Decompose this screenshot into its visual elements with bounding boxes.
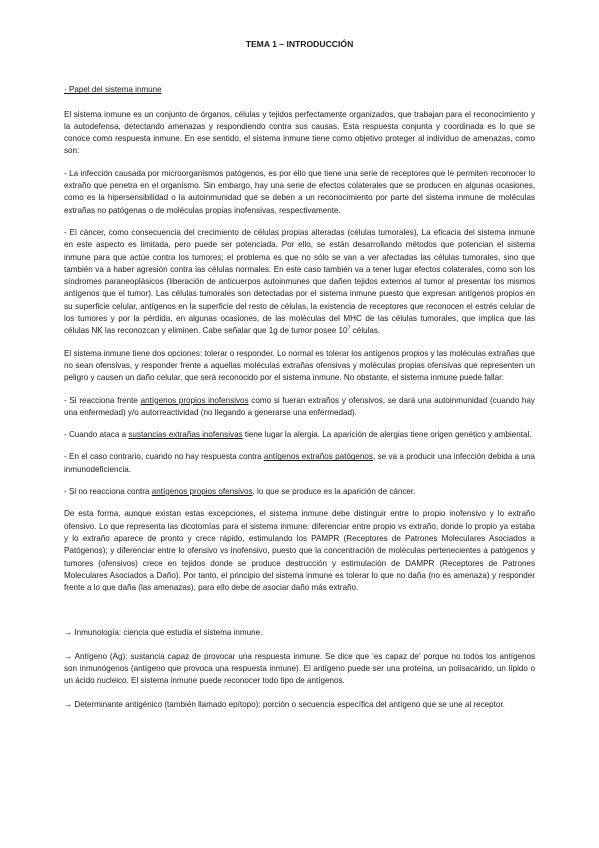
paragraph-options: El sistema inmune tiene dos opciones: tolerar o responder. Lo normal es tolerar los antígenos propios y las moléculas extrañas que no sean ofensivas, y responder frente a aquellas moléculas extrañas ofensivas y moléculas propias ofensivas que representen un peligro y causen un daño celular, que será reconocido por el sistema inmune. No obstante, el sistema inmune puede fallar: xyxy=(64,348,535,383)
bullet-text: - En el caso contrario, cuando no hay respuesta contra xyxy=(64,452,264,462)
cancer-text-end: células. xyxy=(350,326,381,336)
paragraph-infection: - La infección causada por microorganismos patógenos, es por ello que tiene una serie de receptores que le permiten reconocer lo extraño que penetra en el organismo. Sin embargo, hay una serie de efectos colaterales que se producen en algunas ocasiones, como es la hipersensibilidad o la autoinmunidad que se deben a un reconocimiento por parte del sistema inmune de moléculas extrañas no patógenas o de moléculas propias inofensivas, respectivamente. xyxy=(64,168,535,215)
section-heading: · Papel del sistema inmune xyxy=(64,85,162,95)
underlined-term: sustancias extrañas inofensivas xyxy=(128,430,243,440)
bullet-text: - Si no reacciona contra xyxy=(64,487,152,497)
exponent: 7 xyxy=(347,325,351,332)
cancer-text: - El cáncer, como consecuencia del crecimiento de células propias alteradas (células tumorales). La eficacia del sistema inmune en este aspecto es limitada, pero puede ser potenciada. Por ello, se están desarrollando métodos que potencian el sistema inmune para que actúe contra los tumores; el problema es que no sólo se van a ver afectadas las células tumorales, sino que también va a haber agresión contra las células normales. En este caso también va a tener lugar efectos colaterales, como son los síndromes paraneoplásicos (liberación de anticuerpos autoinmunes que dañen tejidos externos al tumor al presentar los mismos antígenos que el tumor). Las células tumorales son detectadas por el sistema inmune puesto que expresan antígenos propios en su superficie celular, antígenos en la superficie del resto de células, la existencia de receptores que reconocen el estrés celular de los tumores y por la pérdida, en algunas ocasiones, de las moléculas del MHC de las células tumorales, que implica que las células NK las reconozcan y eliminen. Cabe señalar que 1g de tumor posee 10 xyxy=(64,227,535,336)
paragraph-dichotomies: De esta forma, aunque existan estas excepciones, el sistema inmune debe distinguir entre lo propio inofensivo y lo extraño ofensivo. Lo que representa las dicotomías para el sistema inmune: diferenciar entre propio vs extraño, donde lo propio ya estaba y lo extraño aparece de pronto y crece rápido, estimulando los PAMPR (Receptores de Patrones Moleculares Asociados a Patógenos); y diferenciar entre lo ofensivo vs inofensivo, puesto que la concentración de moléculas pertenecientes a patógenos y tumores (ofensivos) crece en tejidos donde se produce destrucción y estimulación de DAMPR (Receptores de Patrones Moleculares Asociados a Daño). Por tanto, el principio del sistema inmune es tolerar lo que no daña (no es amenaza) y responder frente a lo que daña (las amenazas), para ello debe de asociar daño más extraño. xyxy=(64,509,535,593)
bullet-allergy xyxy=(64,429,535,441)
bullet-text: tiene lugar la alergia. La aparición de alergias tiene origen genético y ambiental. xyxy=(242,430,532,440)
bullet-text: como si fueran extraños y ofensivos, se dará una autoinmunidad (cuando hay una enfermedad) y/o autorreactividad (no llegando a generarse una enfermedad). xyxy=(64,395,535,417)
spacer xyxy=(64,605,535,627)
definition-antigen: → Antígeno (Ag): sustancia capaz de provocar una respuesta inmune. Se dice que ‘es capaz de’ porque no todos los antígenos son inmunógenos (antígeno que provoca una respuesta inmune). El antígeno puede ser una proteína, un polisacárido, un lípido o un ácido nucleico. El sistema inmune puede reconocer todo tipo de antígenos. xyxy=(64,651,535,686)
bullet-text: - Si reacciona frente xyxy=(64,395,141,405)
definition-epitope: → Determinante antigénico (también llamado epítopo): porción o secuencia específica del antígeno que se une al receptor. xyxy=(64,699,505,709)
bullet-text: - Cuando ataca a xyxy=(64,430,129,440)
definition-immunology: → Inmunología: ciencia que estudia el sistema inmune. xyxy=(64,628,263,638)
underlined-term: antígenos propios inofensivos xyxy=(140,395,249,405)
bullet-immunodeficiency xyxy=(64,451,535,476)
paragraph-cancer xyxy=(64,227,535,338)
bullet-autoimmunity xyxy=(64,395,535,420)
document-title: TEMA 1 – INTRODUCCIÓN xyxy=(245,39,354,49)
bullet-text: , lo que se produce es la aparición de cáncer. xyxy=(252,487,416,497)
paragraph-intro: El sistema inmune es un conjunto de órganos, células y tejidos perfectamente organizados, que trabajan para el reconocimiento y la autodefensa, detectando amenazas y respondiendo contra sus causas. Esta respuesta conjunta y coordinada es lo que se conoce como respuesta inmune. En ese sentido, el sistema inmune tiene como objetivo proteger al individuo de amenazas, como son: xyxy=(64,109,535,156)
bullet-text: , se va a producir una infección debida a una inmunodeficiencia. xyxy=(64,452,535,474)
underlined-term: antígenos extraños patógenos xyxy=(263,452,373,462)
bullet-cancer xyxy=(64,486,535,498)
underlined-term: antígenos propios ofensivos xyxy=(151,487,253,497)
